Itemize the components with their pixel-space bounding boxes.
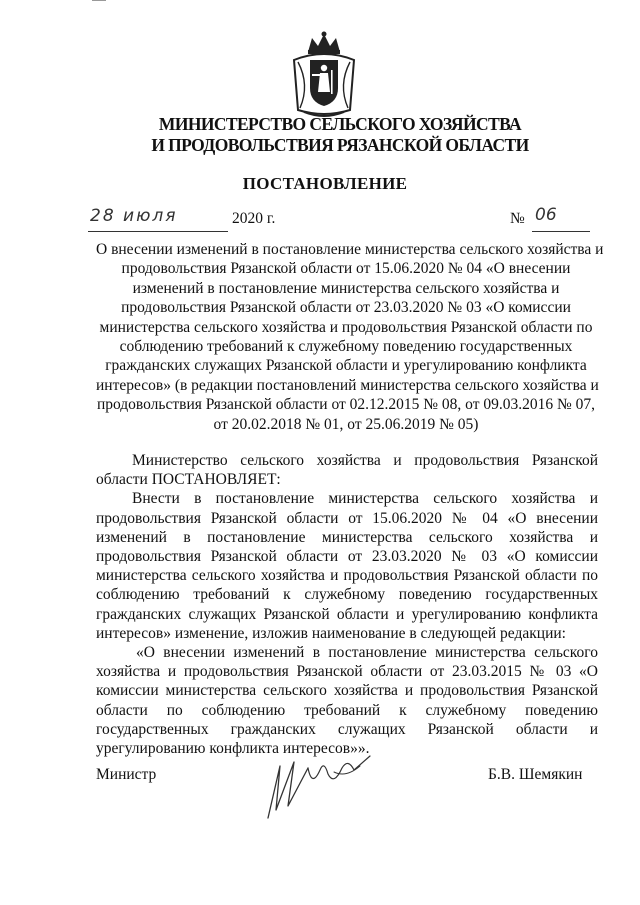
- subject-line: продовольствия Рязанской области от 23.03.2020 № 03 «О комиссии: [121, 299, 571, 317]
- document-body: [96, 451, 598, 758]
- scan-mark: [92, 0, 106, 1]
- signatory-name: Б.В. Шемякин: [488, 766, 583, 783]
- document-type-title: ПОСТАНОВЛЕНИЕ: [242, 174, 408, 193]
- resolution-paragraph: Министерство сельского хозяйства и продовольствия Рязанской области ПОСТАНОВЛЯЕТ:: [96, 452, 598, 489]
- ryazan-coat-of-arms-icon: [290, 30, 358, 120]
- subject-line: изменений в постановление министерства сельского хозяйства и: [132, 279, 560, 297]
- number-label: №: [510, 210, 525, 227]
- number-handwritten: 06: [535, 205, 557, 225]
- subject-line: О внесении изменений в постановление министерства сельского хозяйства и: [96, 241, 604, 258]
- new-title-paragraph: «О внесении изменений в постановление министерства сельского хозяйства и продовольствия Рязанской области от 23.03.2015 № 03 «О комиссии министерства сельского хозяйства и продовольствия Рязанской области по соблюдению требований к служебному поведению государственных гражданских служащих Рязанской области и урегулированию конфликта интересов»».: [96, 644, 598, 758]
- subject-line: гражданских служащих Рязанской области и урегулированию конфликта: [105, 357, 587, 375]
- amendment-paragraph: Внести в постановление министерства сельского хозяйства и продовольствия Рязанской области от 15.06.2020 № 04 «О внесении изменений в постановление министерства сельского хозяйства и продовольствия Рязанской области от 23.03.2020 № 03 «О комиссии министерства сельского хозяйства и продовольствия Рязанской области по соблюдению требований к служебному поведению государственных гражданских служащих Рязанской области и урегулированию конфликта интересов» изменение, изложив наименование в следующей редакции:: [96, 490, 598, 642]
- subject-line: продовольствия Рязанской области от 15.06.2020 № 04 «О внесении: [121, 260, 571, 278]
- subject-line: продовольствия Рязанской области от 02.12.2015 № 08, от 09.03.2016 № 07,: [96, 396, 596, 414]
- subject-line: соблюдению требований к служебному поведению государственных: [119, 338, 573, 356]
- signatory-role: Министр: [96, 766, 157, 783]
- subject-line: от 20.02.2018 № 01, от 25.06.2019 № 05): [213, 415, 479, 433]
- subject-line: интересов» (в редакции постановлений министерства сельского хозяйства и: [96, 376, 599, 394]
- ministry-name-line1: МИНИСТЕРСТВО СЕЛЬСКОГО ХОЗЯЙСТВА: [158, 114, 522, 134]
- date-handwritten: 28 июля: [90, 206, 178, 226]
- document-subject: [96, 240, 604, 434]
- handwritten-signature: [250, 748, 390, 828]
- ministry-name-line2: И ПРОДОВОЛЬСТВИЯ РЯЗАНСКОЙ ОБЛАСТИ: [151, 135, 529, 155]
- subject-line: министерства сельского хозяйства и продовольствия Рязанской области по: [99, 318, 593, 336]
- date-year: 2020 г.: [232, 210, 276, 227]
